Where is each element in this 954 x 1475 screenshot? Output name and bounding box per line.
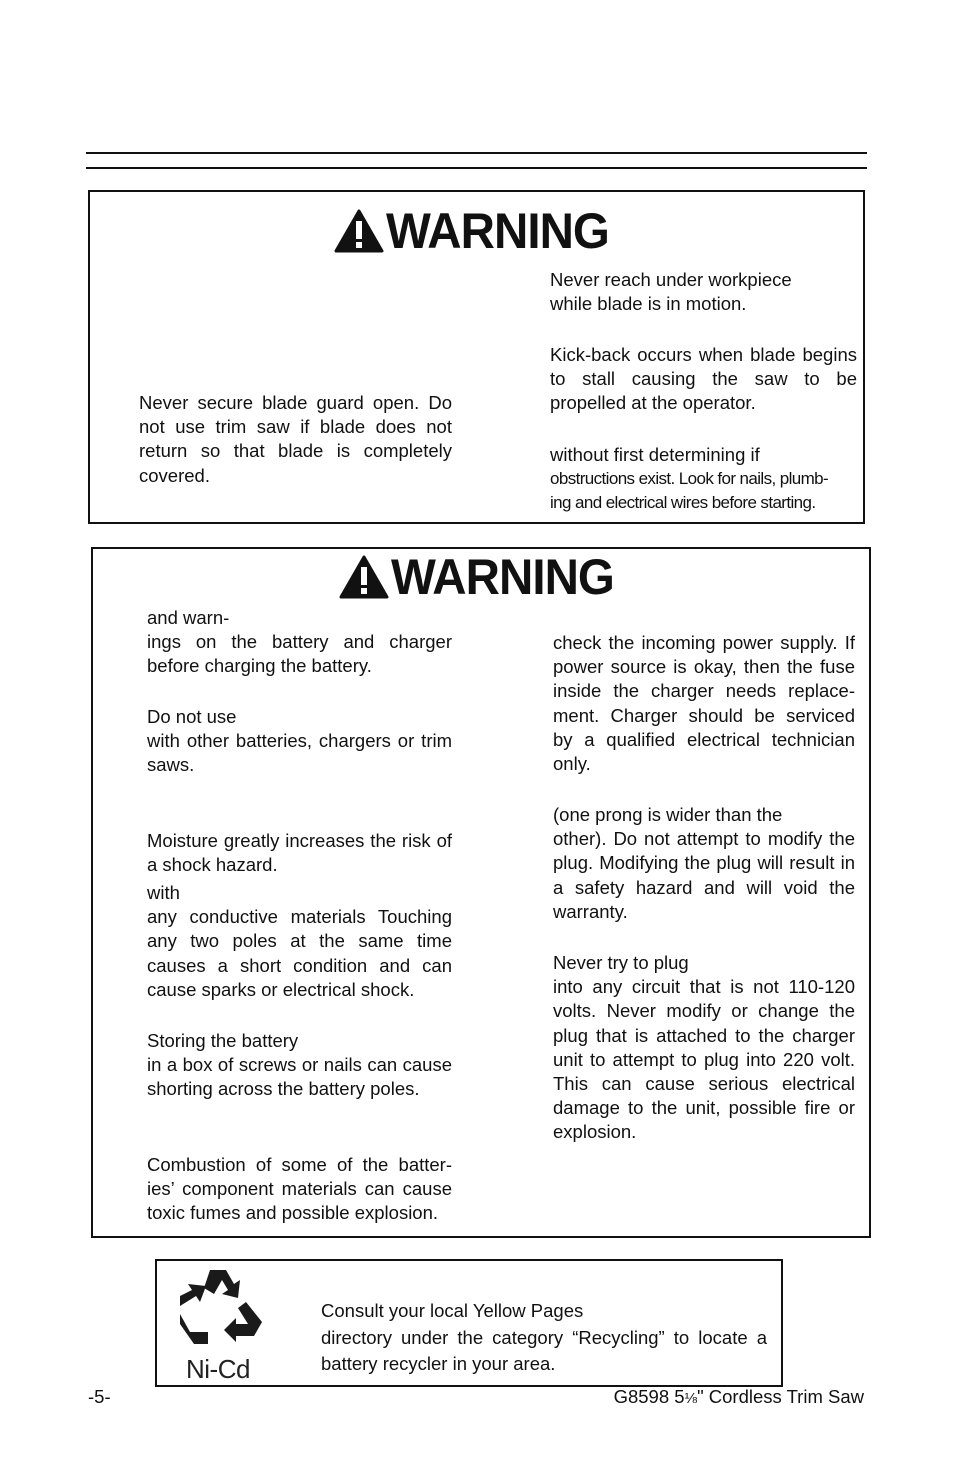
box2-right-p3-line1: Never try to plug	[553, 952, 689, 973]
box2-right-p2	[553, 803, 855, 924]
box2-left-p1-line1: and warn-	[147, 607, 230, 628]
box2-left-p4-line1: with	[147, 882, 180, 903]
box2-left-p5-rest: in a box of screws or nails can cause shorting across the battery poles.	[147, 1054, 452, 1100]
box1-right-p2: Kick-back occurs when blade begins to stall causing the saw to be propelled at the operator.	[550, 344, 857, 414]
warning-title-2: WARNING	[391, 549, 614, 605]
box2-left-p6: Combustion of some of the batter-ies’ component materials can cause toxic fumes and possible explosion.	[147, 1154, 452, 1224]
top-rule-1	[86, 152, 867, 154]
box2-right-p2-rest: other). Do not attempt to modify the plug. Modifying the plug will result in a safety hazard and will void the warranty.	[553, 828, 855, 922]
box2-right-p2-line1: (one prong is wider than the	[553, 804, 783, 825]
warning-triangle-icon	[339, 555, 389, 599]
recycle-icon	[176, 1266, 268, 1352]
nicd-label: Ni-Cd	[186, 1354, 250, 1384]
box2-left-p2-rest: with other batteries, chargers or trim saws.	[147, 730, 452, 776]
box2-left-p1-rest: ings on the battery and charger before charging the battery.	[147, 631, 452, 677]
warning-triangle-icon	[334, 209, 384, 253]
box1-right-p3	[550, 443, 857, 516]
top-rule-2	[86, 167, 867, 169]
box1-left-p1: Never secure blade guard open. Do not use trim saw if blade does not return so that blade is completely covered.	[139, 392, 452, 486]
footer-product: " Cordless Trim Saw	[697, 1386, 864, 1407]
box1-right-p1-line1: Never reach under workpiece	[550, 269, 792, 290]
box1-right-p3-line1: without first determining if	[550, 444, 760, 465]
warning-header-2	[339, 549, 626, 605]
box1-right-p1-line2: while blade is in motion.	[550, 293, 747, 315]
recycle-line2: directory under the category “Recycling” to locate a	[321, 1326, 767, 1348]
warning-title-1: WARNING	[386, 203, 609, 259]
warning-header-1	[334, 203, 621, 259]
box2-left-p4	[147, 881, 452, 1002]
box2-left-p5-line1: Storing the battery	[147, 1030, 299, 1051]
box2-right-p3	[553, 951, 855, 1145]
box2-left-p3: Moisture greatly increases the risk of a shock hazard.	[147, 830, 452, 876]
page-number: -5-	[88, 1386, 111, 1407]
recycle-line1: Consult your local Yellow Pages	[321, 1300, 584, 1321]
box2-right-p3-rest: into any circuit that is not 110-120 volts. Never modify or change the plug that is attached to the charger unit to attempt to plug into 220 volt. This can cause serious electrical damage to the unit, possible fire or explosion.	[553, 976, 855, 1143]
box1-right-p3-line2: obstructions exist. Look for nails, plumb-	[550, 469, 829, 489]
box2-left-p5	[147, 1029, 452, 1102]
box1-right-p3-line3: ing and electrical wires before starting.	[550, 493, 816, 513]
footer-model-code: G8598 5	[613, 1386, 685, 1407]
footer-fraction: ⅛	[684, 1390, 698, 1407]
box2-left-p2	[147, 705, 452, 778]
recycle-line3: battery recycler in your area.	[321, 1353, 556, 1374]
box1-right-p1	[550, 268, 857, 316]
box2-left-p2-line1: Do not use	[147, 706, 237, 727]
footer-model	[614, 1386, 864, 1408]
recycle-text	[321, 1298, 767, 1378]
box2-right-p1: check the incoming power supply. If power source is okay, then the fuse inside the charger needs replace-ment. Charger should be serviced by a qualified electrical technician only.	[553, 632, 855, 775]
box2-left-p4-rest: any conductive materials Touching any two poles at the same time causes a short condition and can cause sparks or electrical shock.	[147, 906, 452, 1000]
box2-left-p1	[147, 606, 452, 679]
